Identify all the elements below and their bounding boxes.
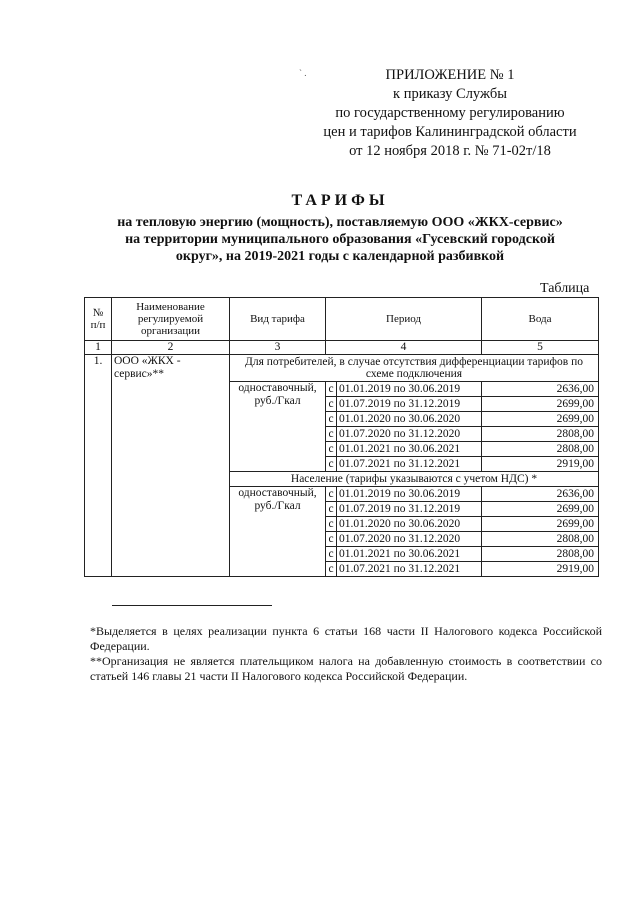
period-prefix: с [326,562,337,577]
footnotes [90,624,602,684]
scan-speck: ` . [299,68,307,78]
annex-header [300,66,600,161]
header-org: Наименование регулируемой организации [112,298,230,341]
row-number: 1. [85,355,112,577]
org-name: ООО «ЖКХ - сервис»** [112,355,230,577]
col-number-2: 2 [112,341,230,355]
value-cell: 2919,00 [482,457,599,472]
col-number-4: 4 [326,341,482,355]
value-cell: 2699,00 [482,517,599,532]
tariff-table [84,297,599,577]
period-cell: 01.01.2021 по 30.06.2021 [337,442,482,457]
footnote-divider [112,605,272,606]
col-number-5: 5 [482,341,599,355]
period-cell: 01.01.2020 по 30.06.2020 [337,517,482,532]
period-cell: 01.07.2021 по 31.12.2021 [337,457,482,472]
col-number-3: 3 [230,341,326,355]
group-row [85,355,599,382]
period-cell: 01.01.2020 по 30.06.2020 [337,412,482,427]
table-label: Таблица [540,281,590,296]
value-cell: 2636,00 [482,487,599,502]
value-cell: 2808,00 [482,532,599,547]
value-cell: 2699,00 [482,412,599,427]
value-cell: 2808,00 [482,547,599,562]
period-cell: 01.01.2021 по 30.06.2021 [337,547,482,562]
period-cell: 01.07.2020 по 31.12.2020 [337,427,482,442]
annex-date-line: от 12 ноября 2018 г. № 71-02т/18 [349,143,551,159]
header-water: Вода [482,298,599,341]
period-prefix: с [326,412,337,427]
group2-label: Население (тарифы указываются с учетом НДС) * [230,472,599,487]
value-cell: 2636,00 [482,382,599,397]
period-cell: 01.01.2019 по 30.06.2019 [337,382,482,397]
group2-tariff-type: одноставочный, руб./Гкал [230,487,326,577]
title-line-1: на тепловую энергию (мощность), поставляемую ООО «ЖКХ-сервис» [117,215,563,230]
value-cell: 2919,00 [482,562,599,577]
group1-label: Для потребителей, в случае отсутствия дифференциации тарифов по схеме подключения [230,355,599,382]
value-cell: 2699,00 [482,502,599,517]
period-prefix: с [326,427,337,442]
header-tariff-type: Вид тарифа [230,298,326,341]
period-prefix: с [326,532,337,547]
value-cell: 2808,00 [482,427,599,442]
annex-region-line: цен и тарифов Калининградской области [323,124,577,140]
period-prefix: с [326,457,337,472]
title-line-3: округ», на 2019-2021 годы с календарной разбивкой [175,249,505,264]
col-number-1: 1 [85,341,112,355]
period-prefix: с [326,442,337,457]
header-period: Период [326,298,482,341]
title-line-2: на территории муниципального образования «Гусевский городской [125,232,555,247]
period-prefix: с [326,517,337,532]
period-cell: 01.07.2019 по 31.12.2019 [337,397,482,412]
group1-tariff-type: одноставочный, руб./Гкал [230,382,326,472]
footnote-2: **Организация не является плательщиком налога на добавленную стоимость в соответствии со статьей 146 главы 21 части II Налогового кодекса Российской Федерации. [90,654,602,683]
column-number-row [85,341,599,355]
period-prefix: с [326,397,337,412]
annex-service-line: по государственному регулированию [335,105,565,121]
title-main: ТАРИФЫ [291,192,389,209]
period-cell: 01.07.2021 по 31.12.2021 [337,562,482,577]
period-prefix: с [326,382,337,397]
header-num: № п/п [85,298,112,341]
period-prefix: с [326,547,337,562]
annex-number: ПРИЛОЖЕНИЕ № 1 [385,67,515,83]
footnote-1: *Выделяется в целях реализации пункта 6 статьи 168 части II Налогового кодекса Российской Федерации. [90,624,602,653]
document-title [80,192,600,265]
annex-order-ref: к приказу Службы [393,86,507,102]
value-cell: 2808,00 [482,442,599,457]
period-cell: 01.07.2019 по 31.12.2019 [337,502,482,517]
period-cell: 01.01.2019 по 30.06.2019 [337,487,482,502]
period-prefix: с [326,502,337,517]
value-cell: 2699,00 [482,397,599,412]
period-cell: 01.07.2020 по 31.12.2020 [337,532,482,547]
table-header-row [85,298,599,341]
period-prefix: с [326,487,337,502]
